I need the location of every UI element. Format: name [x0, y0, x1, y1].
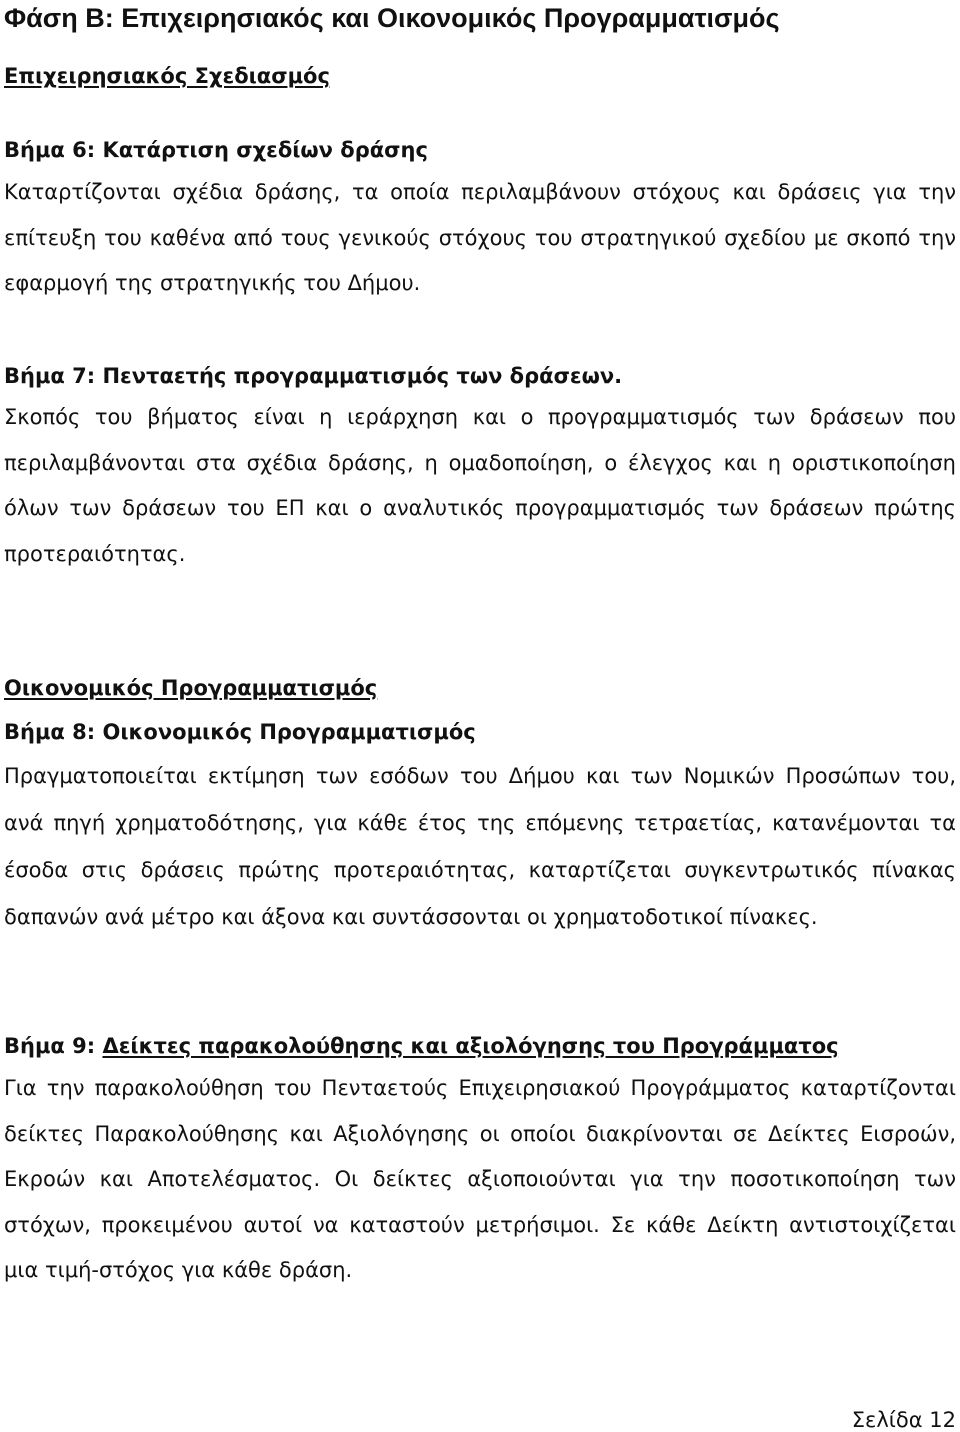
step-8-text: Πραγματοποιείται εκτίμηση των εσόδων του Δήμου και των Νομικών Προσώπων του, ανά πηγή χρηματοδότησης, για κάθε έτος της επόμενης τετραετίας, κατανέμονται τα έσοδα στις δράσεις πρώτης προτεραιότητας, καταρτίζεται συγκεντρωτικός πίνακας δαπανών ανά μέτρο και άξονα και συντάσσονται οι χρηματοδοτικοί πίνακες.: [4, 764, 956, 929]
step-7-title: Βήμα 7: Πενταετής προγραμματισμός των δράσεων.: [4, 364, 623, 388]
step-6-title: Βήμα 6: Κατάρτιση σχεδίων δράσης: [4, 138, 428, 162]
page-number: Σελίδα 12: [851, 1408, 956, 1432]
step-9-title-main: Δείκτες παρακολούθησης και αξιολόγησης του Προγράμματος: [102, 1034, 839, 1058]
step-6-text: Καταρτίζονται σχέδια δράσης, τα οποία περιλαμβάνουν στόχους και δράσεις για την επίτευξη του καθένα από τους γενικούς στόχους του στρατηγικού σχεδίου με σκοπό την εφαρμογή της στρατηγικής του Δήμου.: [4, 180, 956, 295]
step-9-title-prefix: Βήμα 9:: [4, 1034, 103, 1058]
section-title-business-planning: Επιχειρησιακός Σχεδιασμός: [4, 64, 330, 88]
step-7-text: Σκοπός του βήματος είναι η ιεράρχηση και ο προγραμματισμός των δράσεων που περιλαμβάνονται στα σχέδια δράσης, η ομαδοποίηση, ο έλεγχος και η οριστικοποίηση όλων των δράσεων του ΕΠ και ο αναλυτικός προγραμματισμός των δράσεων πρώτης προτεραιότητας.: [4, 405, 956, 566]
section-title-financial-planning: Οικονομικός Προγραμματισμός: [4, 676, 378, 700]
step-9-title: [4, 1032, 839, 1060]
step-8-title: Βήμα 8: Οικονομικός Προγραμματισμός: [4, 720, 476, 744]
step-9-text: Για την παρακολούθηση του Πενταετούς Επιχειρησιακού Προγράμματος καταρτίζονται δείκτες Παρακολούθησης και Αξιολόγησης οι οποίοι διακρίνονται σε Δείκτες Εισροών, Εκροών και Αποτελέσματος. Οι δείκτες αξιοποιούνται για την ποσοτικοποίηση των στόχων, προκειμένου αυτοί να καταστούν μετρήσιμοι. Σε κάθε Δείκτη αντιστοιχίζεται μια τιμή-στόχος για κάθε δράση.: [4, 1076, 956, 1282]
phase-title: Φάση Β: Επιχειρησιακός και Οικονομικός Προγραμματισμός: [4, 3, 780, 33]
